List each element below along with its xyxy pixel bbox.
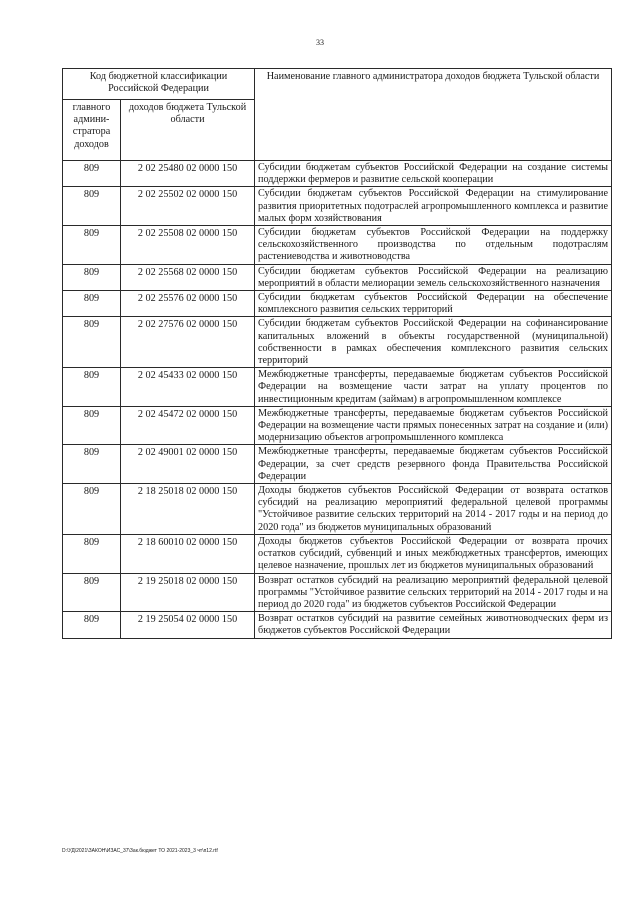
table-row <box>63 264 612 290</box>
admin-code-cell: 809 <box>63 291 121 317</box>
header-row-top <box>63 69 612 100</box>
table-row <box>63 573 612 612</box>
table-body <box>63 161 612 639</box>
income-name-cell: Субсидии бюджетам субъектов Российской Федерации на софинансирование капитальных вложений в объекты государственной (муниципальной) собственности в рамках обеспечения комплексного развития сельских территорий <box>255 317 612 368</box>
income-code-cell: 2 19 25054 02 0000 150 <box>121 612 255 638</box>
income-code-cell: 2 02 27576 02 0000 150 <box>121 317 255 368</box>
budget-classification-table <box>62 68 612 639</box>
income-code-cell: 2 02 45433 02 0000 150 <box>121 368 255 407</box>
income-name-cell: Межбюджетные трансферты, передаваемые бюджетам субъектов Российской Федерации на возмещение части затрат на уплату процентов по инвестиционным кредитам (займам) в агропромышленном комплексе <box>255 368 612 407</box>
table-row <box>63 368 612 407</box>
income-name-cell: Межбюджетные трансферты, передаваемые бюджетам субъектов Российской Федерации на возмещение части прямых понесенных затрат на создание и (или) модернизацию объектов агропромышленного комплекса <box>255 406 612 445</box>
income-name-cell: Межбюджетные трансферты, передаваемые бюджетам субъектов Российской Федерации, за счет средств резервного фонда Правительства Российской Федерации <box>255 445 612 484</box>
table-row <box>63 612 612 638</box>
income-code-cell: 2 02 25502 02 0000 150 <box>121 187 255 226</box>
kbk-group-header: Код бюджетной классификации Российской Федерации <box>63 69 255 100</box>
admin-code-cell: 809 <box>63 573 121 612</box>
footer-file-path: D:\УД\2021\ЗАКОН\ИЗАС_37\Зак.бюджет ТО 2021-2023_3 чт\п12.rtf <box>62 848 218 854</box>
table-row <box>63 317 612 368</box>
admin-code-cell: 809 <box>63 264 121 290</box>
income-name-cell: Возврат остатков субсидий на развитие семейных животноводческих ферм из бюджетов субъектов Российской Федерации <box>255 612 612 638</box>
income-code-cell: 2 02 25508 02 0000 150 <box>121 226 255 265</box>
admin-code-cell: 809 <box>63 368 121 407</box>
admin-code-cell: 809 <box>63 187 121 226</box>
table-row <box>63 406 612 445</box>
income-code-cell: 2 18 25018 02 0000 150 <box>121 484 255 535</box>
income-code-cell: 2 02 45472 02 0000 150 <box>121 406 255 445</box>
income-code-cell: 2 02 49001 02 0000 150 <box>121 445 255 484</box>
admin-code-cell: 809 <box>63 484 121 535</box>
table-row <box>63 187 612 226</box>
admin-code-cell: 809 <box>63 226 121 265</box>
admin-code-cell: 809 <box>63 406 121 445</box>
income-name-cell: Субсидии бюджетам субъектов Российской Федерации на создание системы поддержки фермеров и развитие сельской кооперации <box>255 161 612 187</box>
income-code-cell: 2 02 25480 02 0000 150 <box>121 161 255 187</box>
table-row <box>63 291 612 317</box>
income-name-cell: Субсидии бюджетам субъектов Российской Федерации на поддержку сельскохозяйственного производства по отдельным подотраслям растениеводства и животноводства <box>255 226 612 265</box>
table-row <box>63 226 612 265</box>
income-name-cell: Субсидии бюджетам субъектов Российской Федерации на реализацию мероприятий в области мелиорации земель сельскохозяйственного назначения <box>255 264 612 290</box>
income-name-cell: Доходы бюджетов субъектов Российской Федерации от возврата остатков субсидий на реализацию мероприятий федеральной целевой программы "Устойчивое развитие сельских территорий на 2014 - 2017 годы и на период до 2020 года" из бюджетов муниципальных образований <box>255 484 612 535</box>
admin-code-cell: 809 <box>63 317 121 368</box>
income-name-cell: Субсидии бюджетам субъектов Российской Федерации на стимулирование развития приоритетных подотраслей агропромышленного комплекса и развитие малых форм хозяйствования <box>255 187 612 226</box>
income-name-cell: Доходы бюджетов субъектов Российской Федерации от возврата прочих остатков субсидий, субвенций и иных межбюджетных трансфертов, имеющих целевое назначение, прошлых лет из бюджетов муниципальных образований <box>255 534 612 573</box>
income-code-cell: 2 19 25018 02 0000 150 <box>121 573 255 612</box>
page-number: 33 <box>316 38 324 47</box>
income-code-cell: 2 02 25568 02 0000 150 <box>121 264 255 290</box>
income-code-cell: 2 18 60010 02 0000 150 <box>121 534 255 573</box>
income-name-cell: Субсидии бюджетам субъектов Российской Федерации на обеспечение комплексного развития сельских территорий <box>255 291 612 317</box>
income-name-cell: Возврат остатков субсидий на реализацию мероприятий федеральной целевой программы "Устойчивое развитие сельских территорий на 2014 - 2017 годы и на период до 2020 года" из бюджетов субъектов Российской Федерации <box>255 573 612 612</box>
income-code-cell: 2 02 25576 02 0000 150 <box>121 291 255 317</box>
table-row <box>63 484 612 535</box>
table-row <box>63 445 612 484</box>
table-row <box>63 534 612 573</box>
admin-code-cell: 809 <box>63 161 121 187</box>
admin-code-cell: 809 <box>63 445 121 484</box>
admin-code-cell: 809 <box>63 612 121 638</box>
income-code-header: доходов бюджета Тульской области <box>121 100 255 161</box>
admin-name-header: Наименование главного администратора доходов бюджета Тульской области <box>255 69 612 161</box>
table-row <box>63 161 612 187</box>
admin-code-cell: 809 <box>63 534 121 573</box>
admin-code-header: главного админи-стратора доходов <box>63 100 121 161</box>
